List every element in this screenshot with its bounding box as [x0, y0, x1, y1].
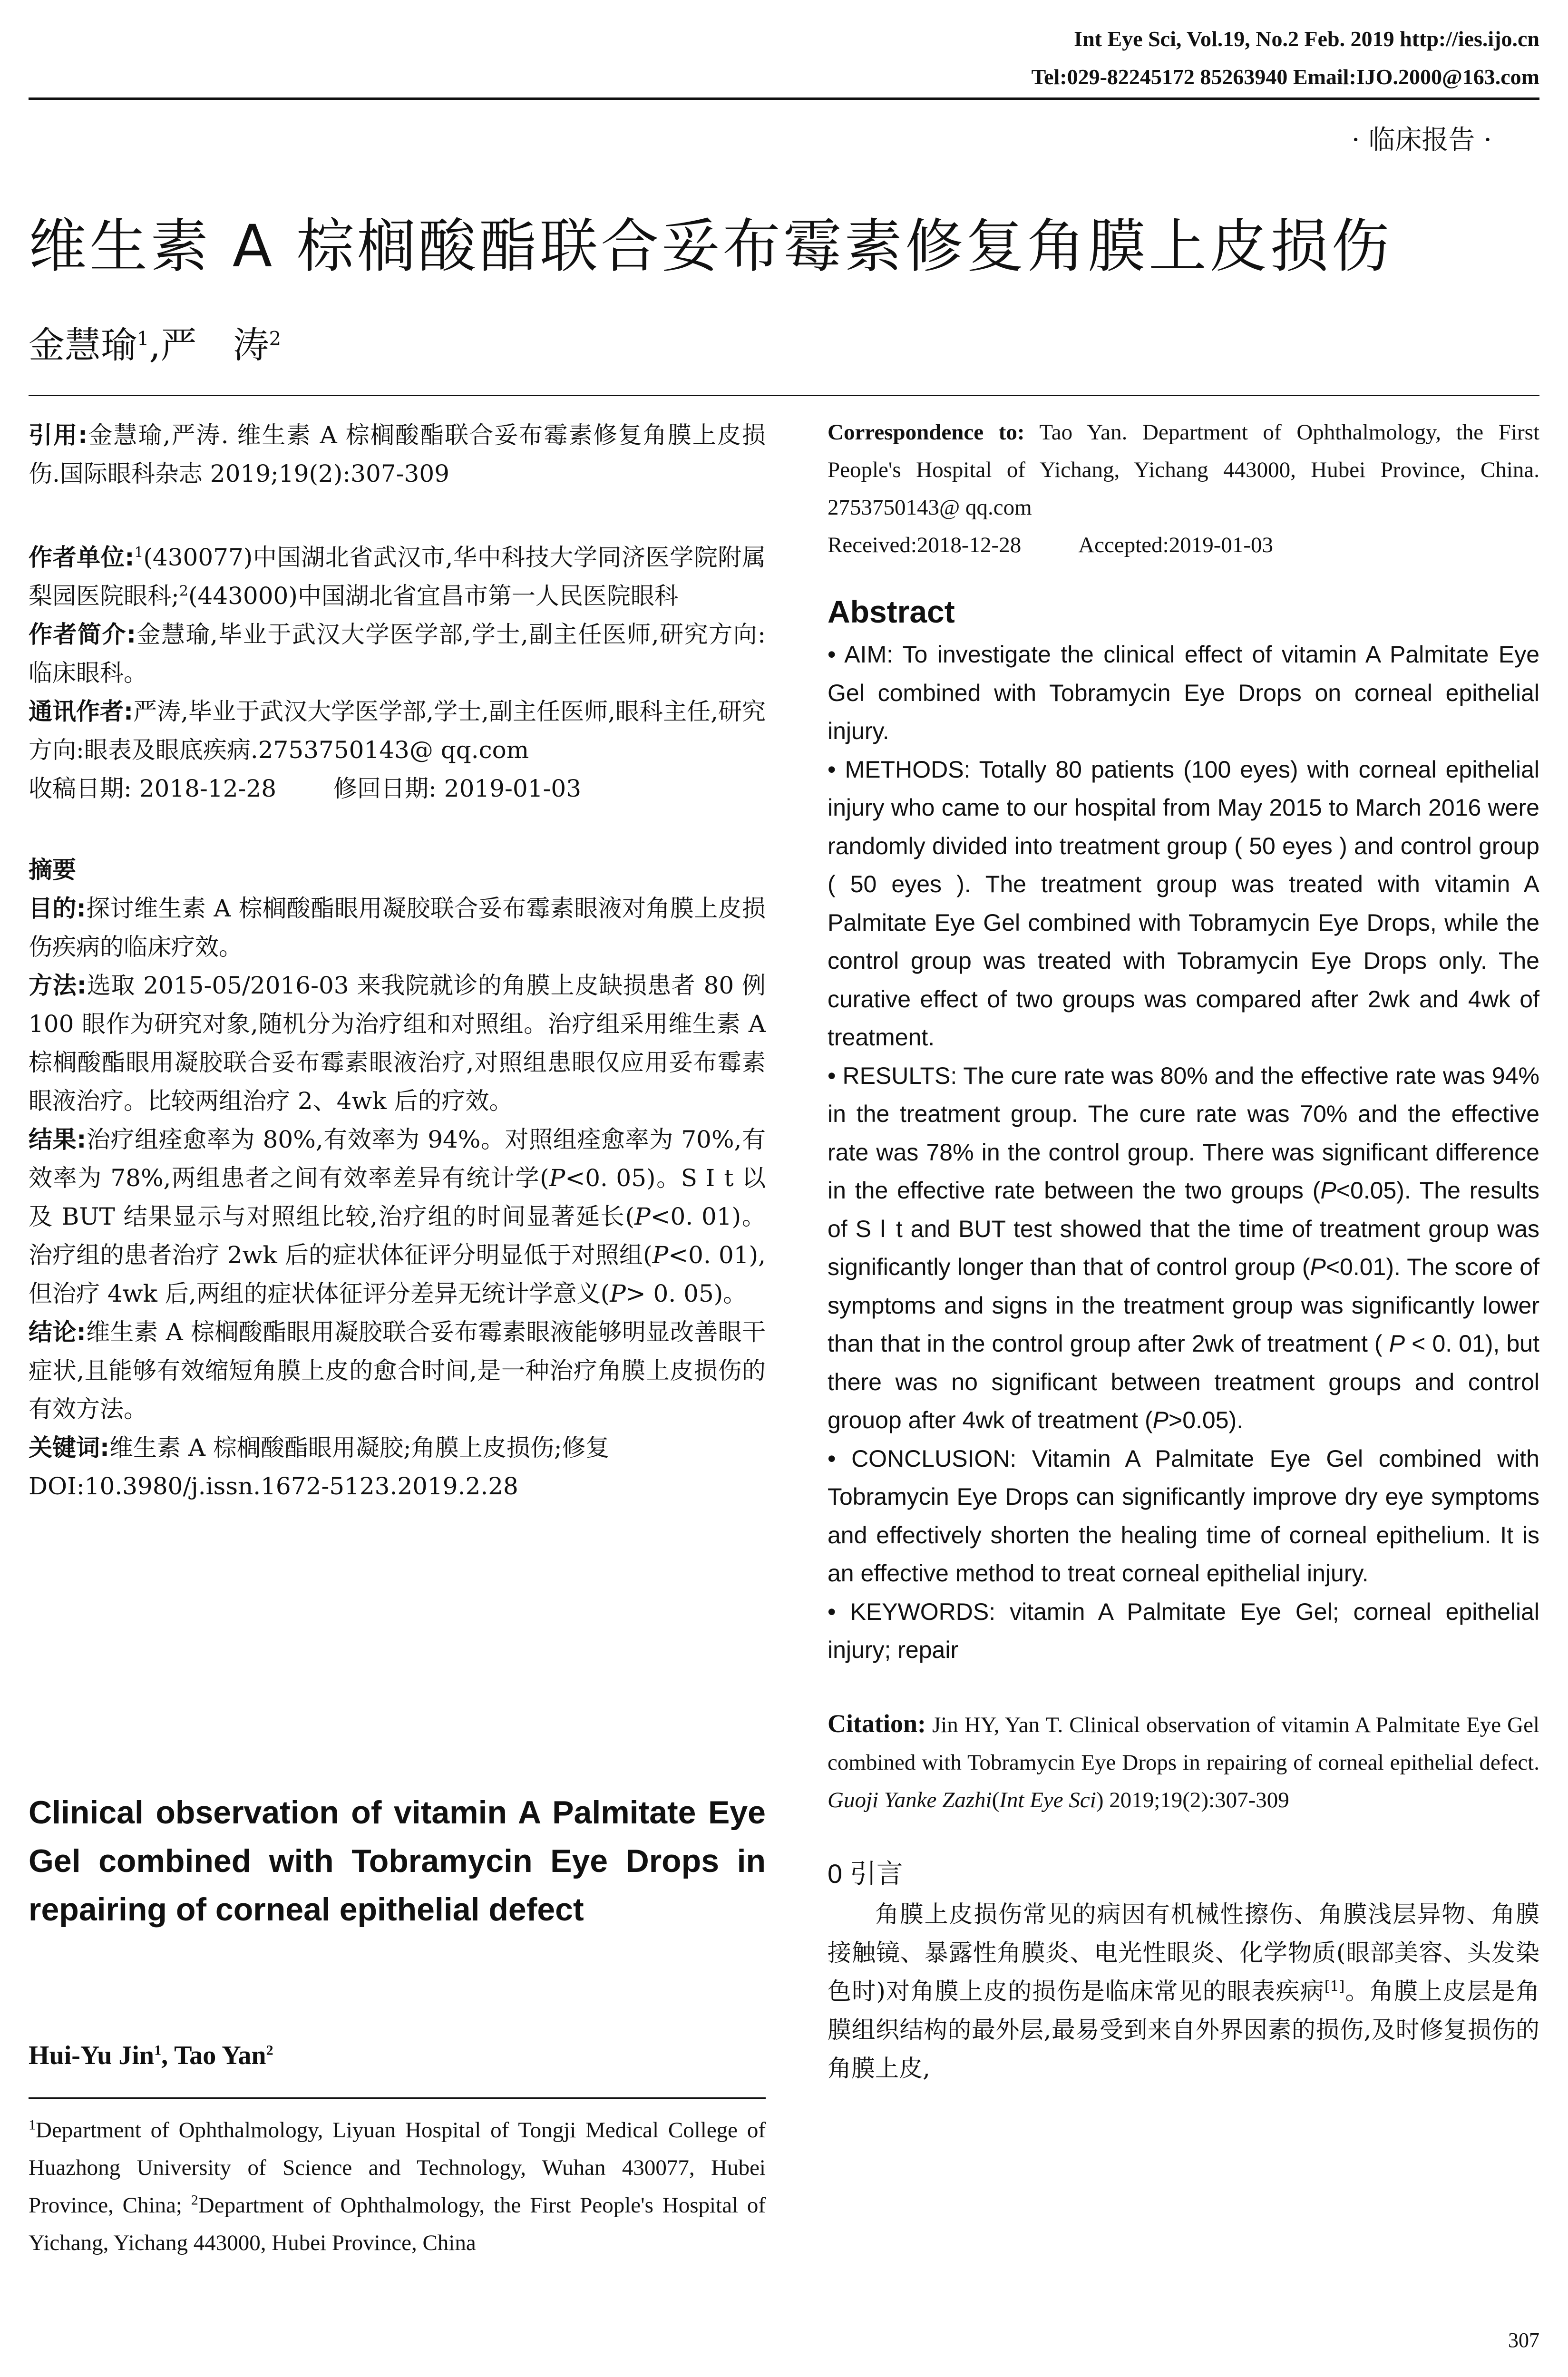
author-cn-1: 金慧瑜 [29, 324, 137, 366]
abstract-cn-conclusion: 结论:维生素 A 棕榈酸酯眼用凝胶联合妥布霉素眼液能够明显改善眼干症状,且能够有效缩短角膜上皮的愈合时间,是一种治疗角膜上皮损伤的有效方法。 [29, 1318, 766, 1423]
authors-en: Hui-Yu Jin$^1$, Tao Yan$^2$ [29, 2041, 273, 2070]
dates-en: Received:2018-12-28 Accepted:2019-01-03 [828, 533, 1274, 557]
journal-header-line2: Tel:029-82245172 85263940 Email:IJO.2000@163.com [1031, 65, 1539, 89]
abstract-cn-methods: 方法:选取 2015-05/2016-03 来我院就诊的角膜上皮缺损患者 80 例 100 眼作为研究对象,随机分为治疗组和对照组。治疗组采用维生素 A 棕榈酸酯眼用凝胶联合妥布霉素眼液治疗,对照组患眼仅应用妥布霉素眼液治疗。比较两组治疗 2、4wk 后的疗效。 [29, 972, 766, 1115]
abstract-en-conclusion: • CONCLUSION: Vitamin A Palmitate Eye Gel combined with Tobramycin Eye Drops can significantly improve dry eye symptoms and effectively shorten the healing time of corneal epithelium. It is an effective method to treat corneal epithelial injury. [828, 1445, 1539, 1587]
author-en-2: Tao Yan [174, 2041, 266, 2070]
doi: DOI:10.3980/j.issn.1672-5123.2019.2.28 [29, 1472, 518, 1500]
author-en-1: Hui-Yu Jin [29, 2041, 155, 2070]
authors-cn: 金慧瑜$^1$,严 涛$^2$ [29, 324, 282, 366]
correspondence-en: Correspondence to: Tao Yan. Department of Ophthalmology, the First People's Hospital of Yichang, Yichang 443000, Hubei Province, China. 2753750143@ qq.com [828, 420, 1539, 520]
abstract-cn-keywords: 关键词:维生素 A 棕榈酸酯眼用凝胶;角膜上皮损伤;修复 [29, 1434, 610, 1461]
corresponding-author-cn: 通讯作者:严涛,毕业于武汉大学医学部,学士,副主任医师,眼科主任,研究方向:眼表及眼底疾病.2753750143@ qq.com [29, 698, 766, 764]
intro-paragraph: 角膜上皮损伤常见的病因有机械性擦伤、角膜浅层异物、角膜接触镜、暴露性角膜炎、电光性眼炎、化学物质(眼部美容、头发染色时)对角膜上皮的损伤是临床常见的眼表疾病[1]。角膜上皮层是角膜组织结构的最外层,最易受到来自外界因素的损伤,及时修复损伤的角膜上皮, [828, 1900, 1539, 2082]
abstract-cn-heading: 摘要 [29, 856, 76, 884]
abstract-en-heading: Abstract [828, 594, 955, 629]
right-column [828, 414, 1539, 2088]
left-column [29, 416, 766, 1506]
section-tag: · 临床报告 · [1351, 125, 1492, 156]
author-cn-2: 严 涛 [160, 324, 269, 366]
reference-1[interactable]: [1] [1324, 1978, 1345, 1995]
header-rule [29, 97, 1539, 100]
title-cn: 维生素 A 棕榈酸酯联合妥布霉素修复角膜上皮损伤 [29, 213, 1393, 280]
journal-header-line1: Int Eye Sci, Vol.19, No.2 Feb. 2019 http://ies.ijo.cn [1074, 27, 1539, 51]
author-bio-cn: 作者简介:金慧瑜,毕业于武汉大学医学部,学士,副主任医师,研究方向:临床眼科。 [29, 621, 766, 687]
page-number: 307 [1508, 2328, 1539, 2352]
abstract-cn-aim: 目的:探讨维生素 A 棕榈酸酯眼用凝胶联合妥布霉素眼液对角膜上皮损伤疾病的临床疗效。 [29, 895, 766, 961]
title-rule [29, 395, 1539, 396]
affiliation-cn: 作者单位:$^1$(430077)中国湖北省武汉市,华中科技大学同济医学院附属梨园医院眼科;$^2$(443000)中国湖北省宜昌市第一人民医院眼科 [29, 544, 766, 610]
citation-en: Citation: Jin HY, Yan T. Clinical observation of vitamin A Palmitate Eye Gel combined with Tobramycin Eye Drops in repairing of corneal epithelial defect. Guoji Yanke Zazhi(Int Eye Sci) 2019;19(2):307-309 [828, 1709, 1539, 1812]
abstract-en-aim: • AIM: To investigate the clinical effect of vitamin A Palmitate Eye Gel combined with Tobramycin Eye Drops on corneal epithelial injury. [828, 641, 1539, 744]
intro-heading: 0 引言 [828, 1858, 903, 1889]
abstract-en-methods: • METHODS: Totally 80 patients (100 eyes) with corneal epithelial injury who came to our hospital from May 2015 to March 2016 were randomly divided into treatment group ( 50 eyes ) and control group ( 50 eyes ). The treatment group was treated with vitamin A Palmitate Eye Gel combined with Tobramycin Eye Drops, while the control group was treated with Tobramycin Eye Drops only. The curative effect of two groups was compared after 2wk and 4wk of treatment. [828, 756, 1539, 1051]
dates-cn: 收稿日期: 2018-12-28 修回日期: 2019-01-03 [29, 775, 582, 802]
title-en: Clinical observation of vitamin A Palmitate Eye Gel combined with Tobramycin Eye Drops in repairing of corneal epithelial defect [29, 1794, 766, 1928]
abstract-en-results: • RESULTS: The cure rate was 80% and the effective rate was 94% in the treatment group. The cure rate was 70% and the effective rate was 78% in the control group. There was significant difference in the effective rate between the two groups (P<0.05). The results of S Ⅰ t and BUT test showed that the time of treatment group was significantly longer than that of control group (P<0.01). The score of symptoms and signs in the treatment group was significantly lower than that in the control group after 2wk of treatment ( P < 0. 01), but there was no significant between treatment groups and control grouop after 4wk of treatment (P>0.05). [828, 1062, 1539, 1433]
abstract-cn-results: 结果:治疗组痊愈率为 80%,有效率为 94%。对照组痊愈率为 70%,有效率为 78%,两组患者之间有效率差异有统计学(P<0. 05)。S Ⅰ t 以及 BUT 结果显示与对照组比较,治疗组的时间显著延长(P<0. 01)。治疗组的患者治疗 2wk 后的症状体征评分明显低于对照组(P<0. 01),但治疗 4wk 后,两组的症状体征评分差异无统计学意义(P> 0. 05)。 [29, 1126, 766, 1307]
affiliation-en: $^1$Department of Ophthalmology, Liyuan Hospital of Tongji Medical College of Huazhong University of Science and Technology, Wuhan 430077, Hubei Province, China; $^2$Department of Ophthalmology, the First People's Hospital of Yichang, Yichang 443000, Hubei Province, China [29, 2117, 766, 2255]
abstract-en-keywords: • KEYWORDS: vitamin A Palmitate Eye Gel; corneal epithelial injury; repair [828, 1598, 1539, 1663]
citation-cn: 引用:金慧瑜,严涛. 维生素 A 棕榈酸酯联合妥布霉素修复角膜上皮损伤.国际眼科杂志 2019;19(2):307-309 [29, 421, 766, 487]
affiliation-rule [29, 2097, 766, 2099]
